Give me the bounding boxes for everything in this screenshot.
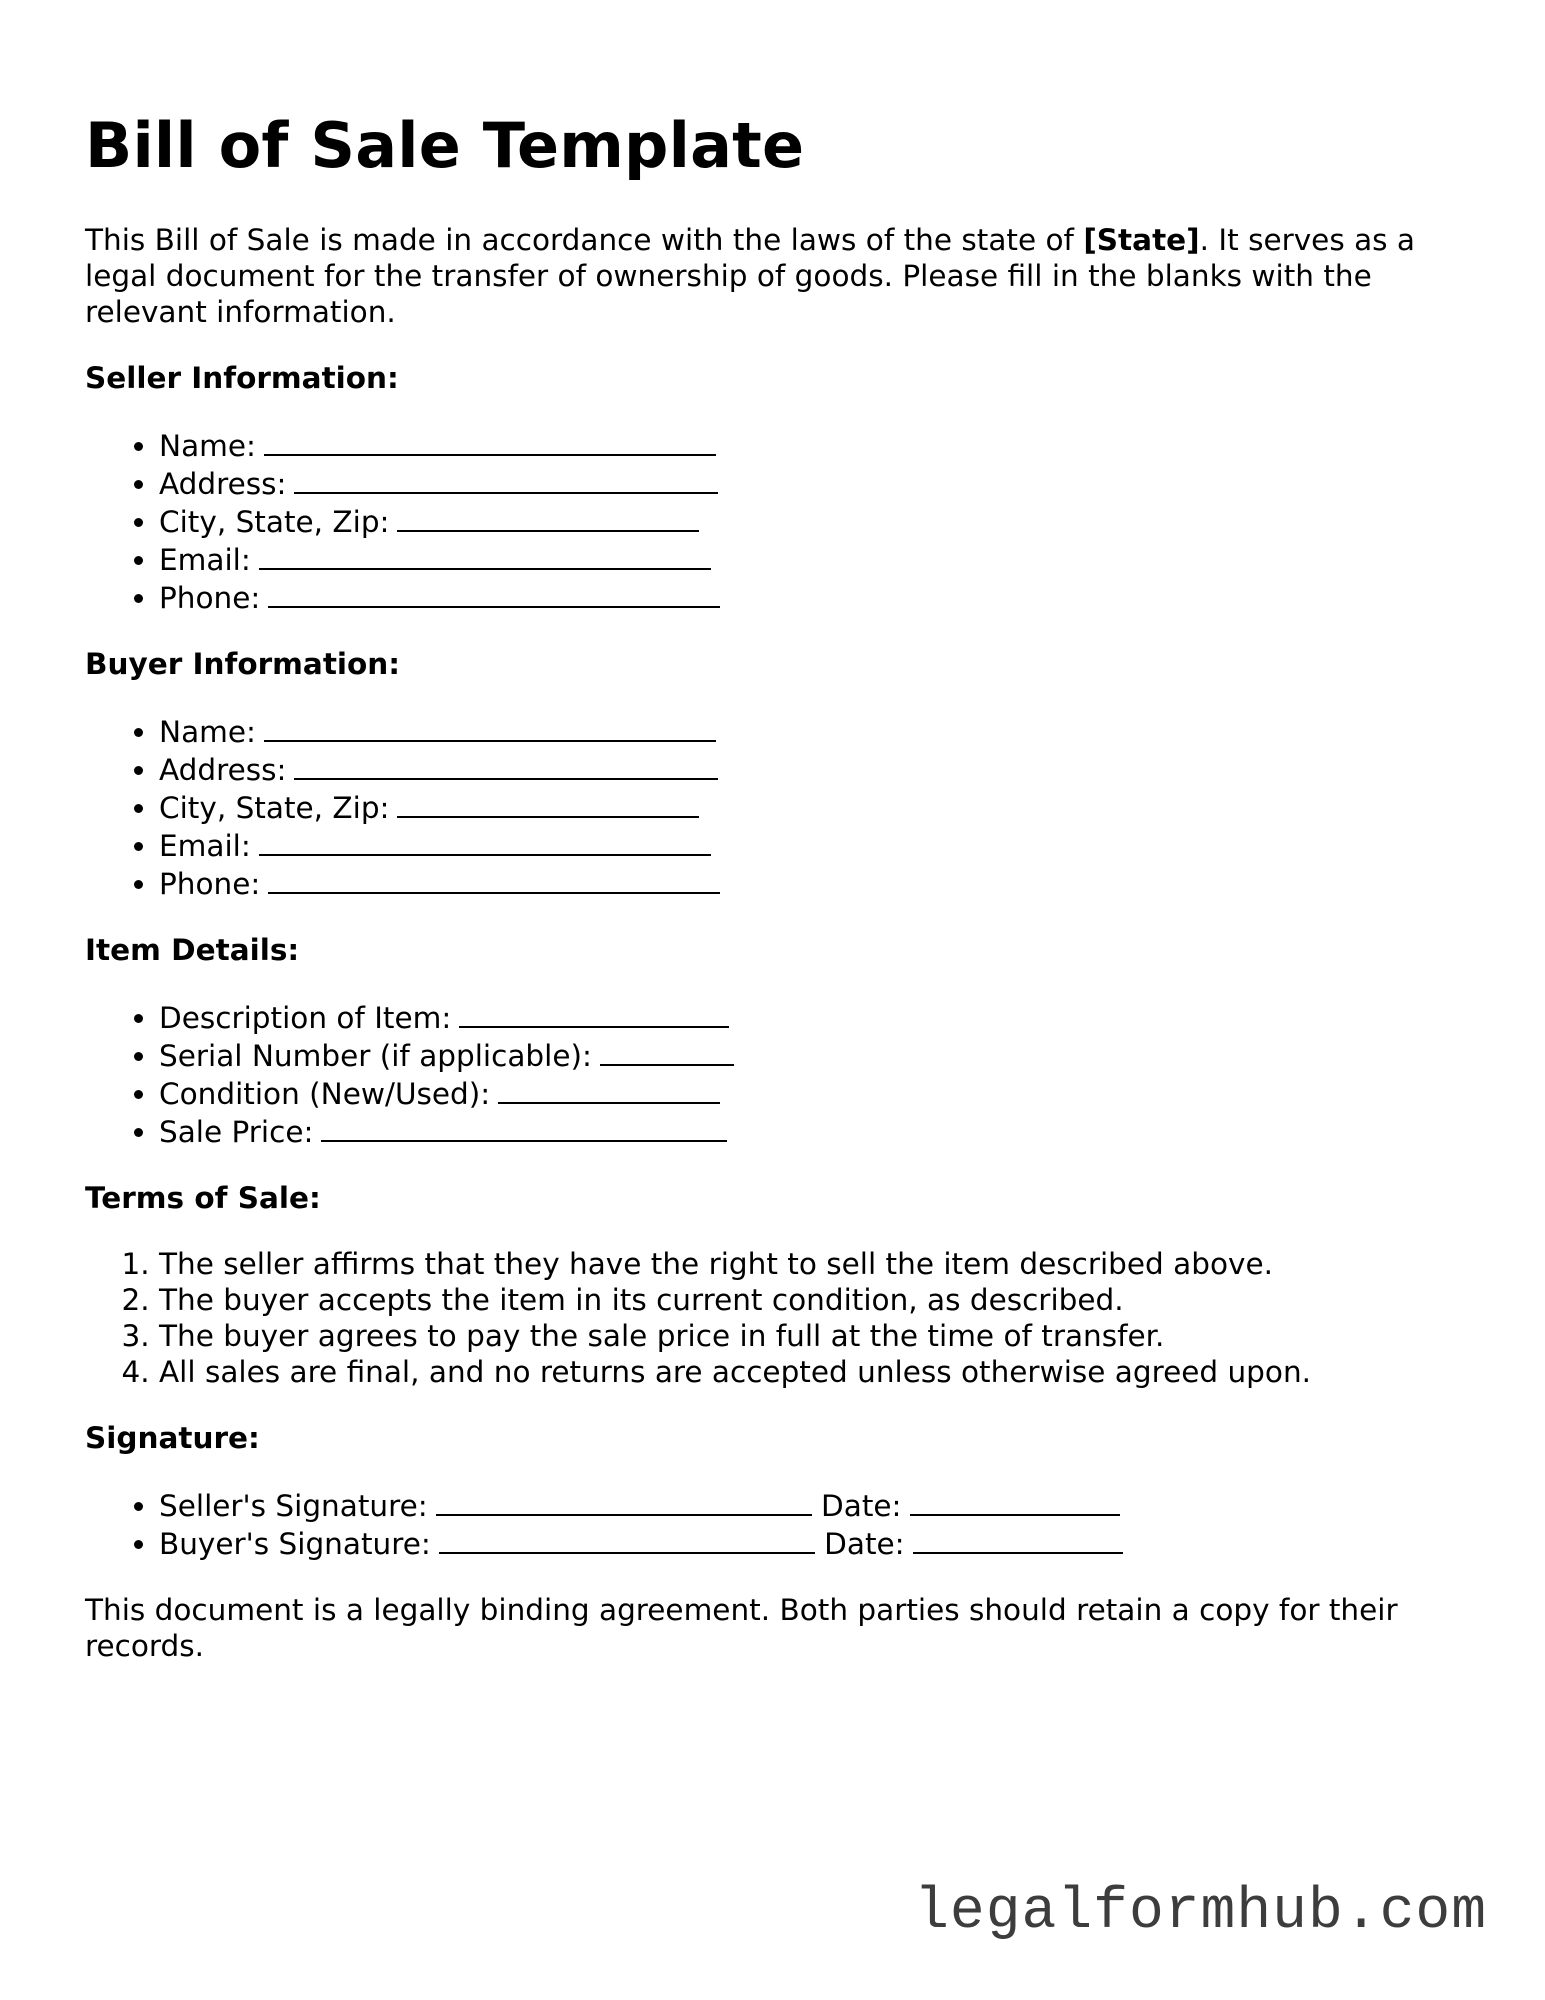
- seller-address-blank[interactable]: [294, 464, 718, 494]
- item-serial-label: Serial Number (if applicable):: [159, 1039, 592, 1073]
- seller-name-field: [159, 426, 1465, 464]
- intro-text-after: . It serves as a legal document for the transfer of ownership of goods. Please fill in the blanks with the relevant information.: [85, 223, 1415, 329]
- buyer-city-state-zip-label: City, State, Zip:: [159, 791, 390, 825]
- buyer-date-blank[interactable]: [913, 1524, 1123, 1554]
- seller-email-field: [159, 540, 1465, 578]
- item-price-blank[interactable]: [321, 1112, 727, 1142]
- seller-signature-blank[interactable]: [436, 1486, 812, 1516]
- terms-item: 4. All sales are final, and no returns are accepted unless otherwise agreed upon.: [159, 1354, 1465, 1390]
- seller-section-heading: Seller Information:: [85, 361, 399, 395]
- buyer-city-state-zip-blank[interactable]: [397, 788, 699, 818]
- seller-phone-field: [159, 578, 1465, 616]
- item-section-heading: Item Details:: [85, 933, 300, 967]
- seller-signature-field: [159, 1486, 1465, 1524]
- terms-list: [85, 1246, 1465, 1390]
- seller-date-label: Date:: [821, 1489, 902, 1523]
- seller-phone-blank[interactable]: [268, 578, 720, 608]
- buyer-name-field: [159, 712, 1465, 750]
- seller-city-state-zip-field: [159, 502, 1465, 540]
- terms-item: 3. The buyer agrees to pay the sale price in full at the time of transfer.: [159, 1318, 1465, 1354]
- item-condition-label: Condition (New/Used):: [159, 1077, 491, 1111]
- buyer-signature-field: [159, 1524, 1465, 1562]
- buyer-address-field: [159, 750, 1465, 788]
- seller-address-field: [159, 464, 1465, 502]
- item-condition-field: [159, 1074, 1465, 1112]
- terms-item: 1. The seller affirms that they have the right to sell the item described above.: [159, 1246, 1465, 1282]
- buyer-email-blank[interactable]: [259, 826, 711, 856]
- seller-fields-list: [85, 426, 1465, 616]
- terms-section-heading: Terms of Sale:: [85, 1181, 321, 1215]
- buyer-date-label: Date:: [824, 1527, 905, 1561]
- intro-paragraph: [85, 222, 1455, 330]
- seller-city-state-zip-blank[interactable]: [397, 502, 699, 532]
- buyer-address-label: Address:: [159, 753, 287, 787]
- item-price-field: [159, 1112, 1465, 1150]
- signature-list: [85, 1486, 1465, 1562]
- item-serial-field: [159, 1036, 1465, 1074]
- buyer-address-blank[interactable]: [294, 750, 718, 780]
- seller-email-blank[interactable]: [259, 540, 711, 570]
- seller-name-blank[interactable]: [264, 426, 716, 456]
- buyer-fields-list: [85, 712, 1465, 902]
- closing-paragraph: This document is a legally binding agreement. Both parties should retain a copy for their records.: [85, 1593, 1398, 1663]
- buyer-name-label: Name:: [159, 715, 256, 749]
- item-description-blank[interactable]: [459, 998, 729, 1028]
- buyer-phone-label: Phone:: [159, 867, 261, 901]
- seller-email-label: Email:: [159, 543, 251, 577]
- item-condition-blank[interactable]: [498, 1074, 720, 1104]
- document-page: [85, 104, 1465, 1664]
- buyer-phone-field: [159, 864, 1465, 902]
- item-serial-blank[interactable]: [600, 1036, 734, 1066]
- seller-city-state-zip-label: City, State, Zip:: [159, 505, 390, 539]
- buyer-signature-label: Buyer's Signature:: [159, 1527, 431, 1561]
- intro-text-before: This Bill of Sale is made in accordance with the laws of the state of: [85, 223, 1084, 257]
- item-description-label: Description of Item:: [159, 1001, 452, 1035]
- seller-address-label: Address:: [159, 467, 287, 501]
- buyer-signature-blank[interactable]: [439, 1524, 815, 1554]
- buyer-email-label: Email:: [159, 829, 251, 863]
- seller-phone-label: Phone:: [159, 581, 261, 615]
- buyer-email-field: [159, 826, 1465, 864]
- seller-date-blank[interactable]: [910, 1486, 1120, 1516]
- seller-signature-label: Seller's Signature:: [159, 1489, 428, 1523]
- seller-name-label: Name:: [159, 429, 256, 463]
- item-description-field: [159, 998, 1465, 1036]
- signature-section-heading: Signature:: [85, 1421, 260, 1455]
- terms-item: 2. The buyer accepts the item in its current condition, as described.: [159, 1282, 1465, 1318]
- item-fields-list: [85, 998, 1465, 1150]
- buyer-name-blank[interactable]: [264, 712, 716, 742]
- site-watermark: legalformhub.com: [914, 1880, 1487, 1945]
- buyer-city-state-zip-field: [159, 788, 1465, 826]
- state-placeholder: [State]: [1083, 223, 1200, 257]
- item-price-label: Sale Price:: [159, 1115, 314, 1149]
- buyer-section-heading: Buyer Information:: [85, 647, 401, 681]
- buyer-phone-blank[interactable]: [268, 864, 720, 894]
- page-title: Bill of Sale Template: [85, 109, 805, 182]
